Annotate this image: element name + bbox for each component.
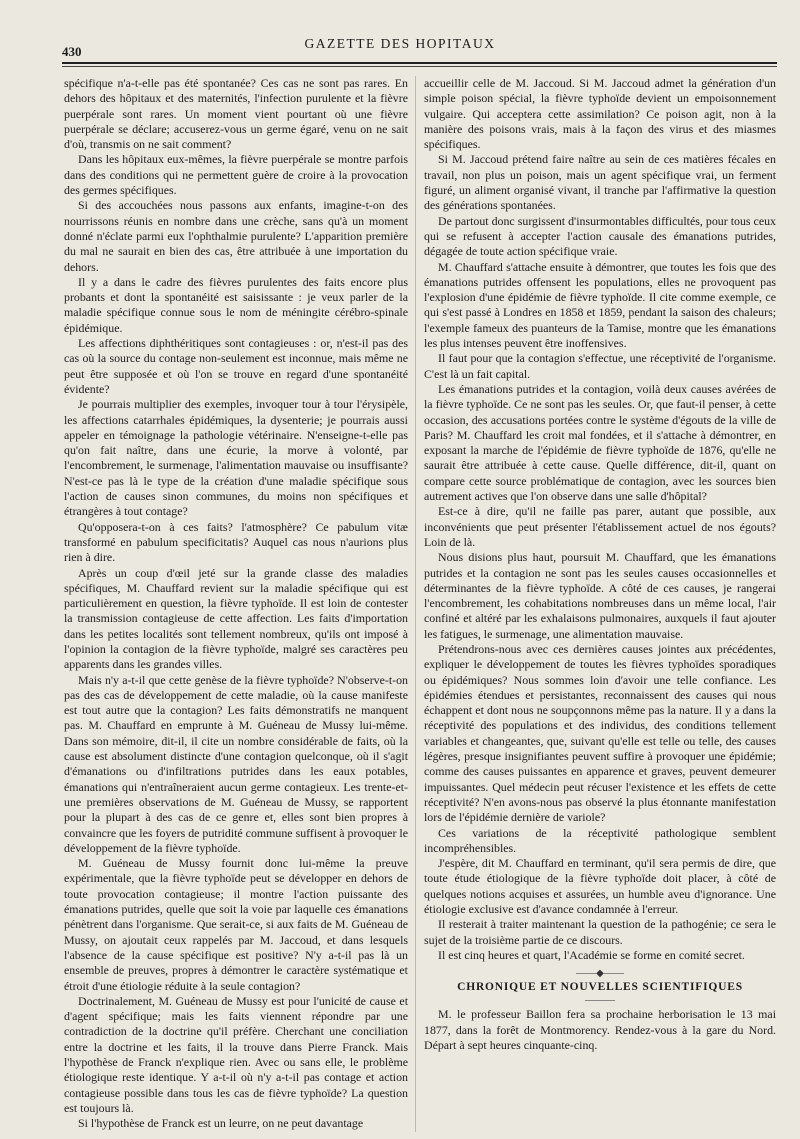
- section-ornament: ——◆——: [576, 968, 624, 980]
- paragraph: Doctrinalement, M. Guéneau de Mussy est pour l'unicité de cause et d'agent spécifique; mais les faits viennent répondre par une contradiction de la doctrine qu'il préfère. Cherchant une conciliation entre la doctrine et les faits, il la trouve dans Pierre Franck. Mais l'hypothèse de Franck n'explique rien. Avec ou sans elle, le problème étiologique reste identique. Y a-t-il où n'y a-t-il pas contage et action contagieuse possible dans tous les cas de fièvre typhoïde? La question est toujours là.: [64, 993, 408, 1115]
- news-paragraph: M. le professeur Baillon fera sa prochaine herborisation le 13 mai 1877, dans la forêt de Montmorency. Rendez-vous à la gare du Nord. Départ à sept heures cinquante-cinq.: [424, 1007, 776, 1052]
- paragraph: J'espère, dit M. Chauffard en terminant, qu'il sera permis de dire, que toute étude étiologique de la fièvre typhoïde doit placer, à côté de quelques notions acquises et assurées, un humble aveu d'ignorance. Une étiologie exclusive est d'avance condamnée à l'erreur.: [424, 856, 776, 917]
- header-rule-thick: [62, 62, 777, 64]
- right-column: [424, 76, 776, 1132]
- header-rule-thin: [62, 66, 777, 67]
- running-title: GAZETTE DES HOPITAUX: [304, 36, 496, 51]
- paragraph: Mais n'y a-t-il que cette genèse de la fièvre typhoïde? N'observe-t-on pas des cas de développement de cette maladie, où la cause manifeste est tout autre que la contagion? Les faits démonstratifs ne manquent pas. M. Chauffard en emprunte à M. Guéneau de Mussy lui-même. Dans son mémoire, dit-il, il cite un nombre considérable de faits, où la cause est absolument distincte d'une contagion quelconque, où il s'agit d'émanations ou d'infiltrations putrides dans les eaux potables, émanations qui n'entraîneraient aucun germe contagieux. Les trente-et-une premières observations de M. Guéneau de Mussy, se rapportent pour la plupart à des cas de ce genre et, elles sont bien propres à convaincre que les foyers de putridité commune suffisent à provoquer le développement de la fièvre typhoïde.: [64, 672, 408, 855]
- heading-ornament: ———: [585, 995, 615, 1007]
- paragraph: Si M. Jaccoud prétend faire naître au sein de ces matières fécales en travail, non plus un poison, mais un agent spécifique vrai, un ferment figuré, un aliment organisé vivant, il tranche par l'affirmative la question des générations spontanées.: [424, 152, 776, 213]
- page-header: [0, 0, 800, 72]
- paragraph: Ces variations de la réceptivité pathologique semblent incompréhensibles.: [424, 825, 776, 855]
- paragraph: Si l'hypothèse de Franck est un leurre, on ne peut davantage: [78, 1116, 364, 1131]
- paragraph: Après un coup d'œil jeté sur la grande classe des maladies spécifiques, M. Chauffard revient sur la maladie spécifique qui est particulièrement en question, la fièvre typhoïde. Il est loin de contester la transmission contagieuse de cette affection. Les faits d'importation dans les petites localités sont tellement nombreux, qu'ils ont imposé à l'opinion la contagion de la fièvre typhoïde, malgré ses caractères peu apparents dans les grandes villes.: [64, 565, 408, 672]
- paragraph: Les émanations putrides et la contagion, voilà deux causes avérées de la fièvre typhoïde. Ce ne sont pas les seules. Or, que faut-il penser, à cette occasion, des accusations portées contre le système d'égouts de la ville de Paris? M. Chauffard les croit mal fondées, et il s'attache à démontrer, en exposant la marche de l'épidémie de fièvre typhoïde de 1876, qu'elle ne saurait être attribuée à cette cause. Quelle différence, dit-il, quant on compare cette source problématique de contagion, avec les sources bien autrement actives que l'on observe dans une salle d'hôpital?: [424, 381, 776, 504]
- paragraph: Dans les hôpitaux eux-mêmes, la fièvre puerpérale se montre parfois dans des conditions qui ne permettent guère de croire à la provocation des germes spécifiques.: [64, 152, 408, 198]
- section-heading: CHRONIQUE ET NOUVELLES SCIENTIFIQUES: [457, 981, 743, 994]
- paragraph: M. Guéneau de Mussy fournit donc lui-même la preuve expérimentale, que la fièvre typhoïde peut se développer en dehors de toute provocation contagieuse; il montre l'action puissante des émanations putrides, quelle que soit la voie par laquelle ces émanations pénètrent dans l'organisme. Que serait-ce, si aux faits de M. Guéneau de Mussy, on ajoutait ceux rappelés par M. Jaccoud, et dans lesquels l'absence de la cause spécifique est positive? N'y a-t-il pas là un ensemble de preuves, propres à démontrer le caractère systématique et étroit d'une étiologie réduite à la seule contagion?: [64, 856, 408, 993]
- paragraph: Il resterait à traiter maintenant la question de la pathogénie; ce sera le sujet de la troisième partie de ce discours.: [424, 917, 776, 947]
- paragraph: Il est cinq heures et quart, l'Académie se forme en comité secret.: [438, 947, 745, 962]
- paragraph: Nous disions plus haut, poursuit M. Chauffard, que les émanations putrides et la contagion ne sont pas les seules causes occasionnelles et déterminantes de la fièvre typhoïde. A côté de ces causes, je rangerai l'encombrement, les cohabitations nombreuses dans un même local, l'air confiné et altéré par les exhalaisons pulmonaires, auxquels il faut ajouter les fatigues, le surmenage, une alimentation mauvaise.: [424, 550, 776, 641]
- paragraph: Qu'opposera-t-on à ces faits? l'atmosphère? Ce pabulum vitæ transformé en pabulum specificitatis? Auquel cas nous n'aurions plus rien à dire.: [64, 519, 408, 565]
- paragraph: spécifique n'a-t-elle pas été spontanée? Ces cas ne sont pas rares. En dehors des hôpitaux et des maternités, l'infection purulente et la fièvre puerpérale sont rares. Un moment vient pourtant où une fièvre puerpérale se déclare; accuserez-vous un germe égaré, venu on ne sait d'où, transmis on ne sait comment?: [64, 76, 408, 152]
- paragraph: accueillir celle de M. Jaccoud. Si M. Jaccoud admet la génération d'un simple poison spécial, la fièvre typhoïde devient un empoisonnement vulgaire. Qui acceptera cette assimilation? Ce poison agit, non à la manière des poisons vrais, mais à la façon des virus et des miasmes spécifiques.: [424, 76, 776, 152]
- page-number: 430: [62, 44, 82, 59]
- paragraph: Prétendrons-nous avec ces dernières causes jointes aux précédentes, expliquer le développement de toutes les fièvres typhoïdes sporadiques ou épidémiques? Nous sommes loin d'avoir une telle confiance. Les épidémies étendues et persistantes, reconnaissent des causes qui nous échappent et dont nous ne soupçonnons même pas la nature. Il y a dans la réceptivité des populations et des individus, des conditions tellement variables et changeantes, que, suivant qu'elle est telle ou telle, des causes légères, presque insignifiantes peuvent suffire à provoquer une épidémie; comme des causes puissantes en apparence et graves, peuvent demeurer impuissantes. Quel médecin peut récuser l'existence et les effets de cette réceptivité? N'en avons-nous pas observé la plus étonnante manifestation lors de l'épidémie dernière de variole?: [424, 641, 776, 825]
- paragraph: Est-ce à dire, qu'il ne faille pas parer, autant que possible, aux inconvénients que peut présenter l'établissement actuel de nos égouts? Loin de là.: [424, 504, 776, 549]
- paragraph: Si des accouchées nous passons aux enfants, imagine-t-on des nourrissons réunis en nombre dans une crèche, sans qu'à un moment donné n'éclate parmi eux l'ophthalmie purulente? L'apparition première du mal ne saurait en bien des cas, être attribuée à une importation du dehors.: [64, 198, 408, 274]
- left-column: [64, 76, 408, 1132]
- paragraph: Il y a dans le cadre des fièvres purulentes des faits encore plus probants et dont la spontanéité est saisissante : je veux parler de la maladie spécifique connue sous le nom de méningite cérébro-spinale épidémique.: [64, 274, 408, 335]
- paragraph: M. Chauffard s'attache ensuite à démontrer, que toutes les fois que des émanations putrides offensent les populations, elles ne provoquent pas l'explosion d'une épidémie de fièvre typhoïde. Il cite comme exemple, ce qui s'est passé à Londres en 1858 et 1859, pendant la saison des chaleurs; l'exemple fameux des puanteurs de la Tamise, montre que les émanations les plus intenses peuvent être inoffensives.: [424, 259, 776, 351]
- paragraph: Il faut pour que la contagion s'effectue, une réceptivité de l'organisme. C'est là un fait capital.: [424, 351, 776, 381]
- paragraph: Je pourrais multiplier des exemples, invoquer tour à tour l'érysipèle, les affections catarrhales épidémiques, la dysenterie; je pourrais aussi appeler en témoignage la pathologie vétérinaire. N'enseigne-t-elle pas qu'on fait naître, dans une écurie, la morve à volonté, par l'encombrement, le surmenage, l'alimentation mauvaise ou insuffisante? N'est-ce pas là le type de la création d'une maladie spécifique sous l'action de causes sinon communes, du moins non spécifiques et étrangères à tout contage?: [64, 397, 408, 519]
- paragraph: Les affections diphthéritiques sont contagieuses : or, n'est-il pas des cas où la source du contage non-seulement est inconnue, mais même ne peut être supposée et où l'on se trouve en regard d'une spontanéité évidente?: [64, 336, 408, 396]
- paragraph: De partout donc surgissent d'insurmontables difficultés, pour tous ceux qui se refusent à accepter l'action causale des émanations putrides, dégagée de toute action spécifique vraie.: [424, 213, 776, 259]
- column-divider: [415, 76, 416, 1132]
